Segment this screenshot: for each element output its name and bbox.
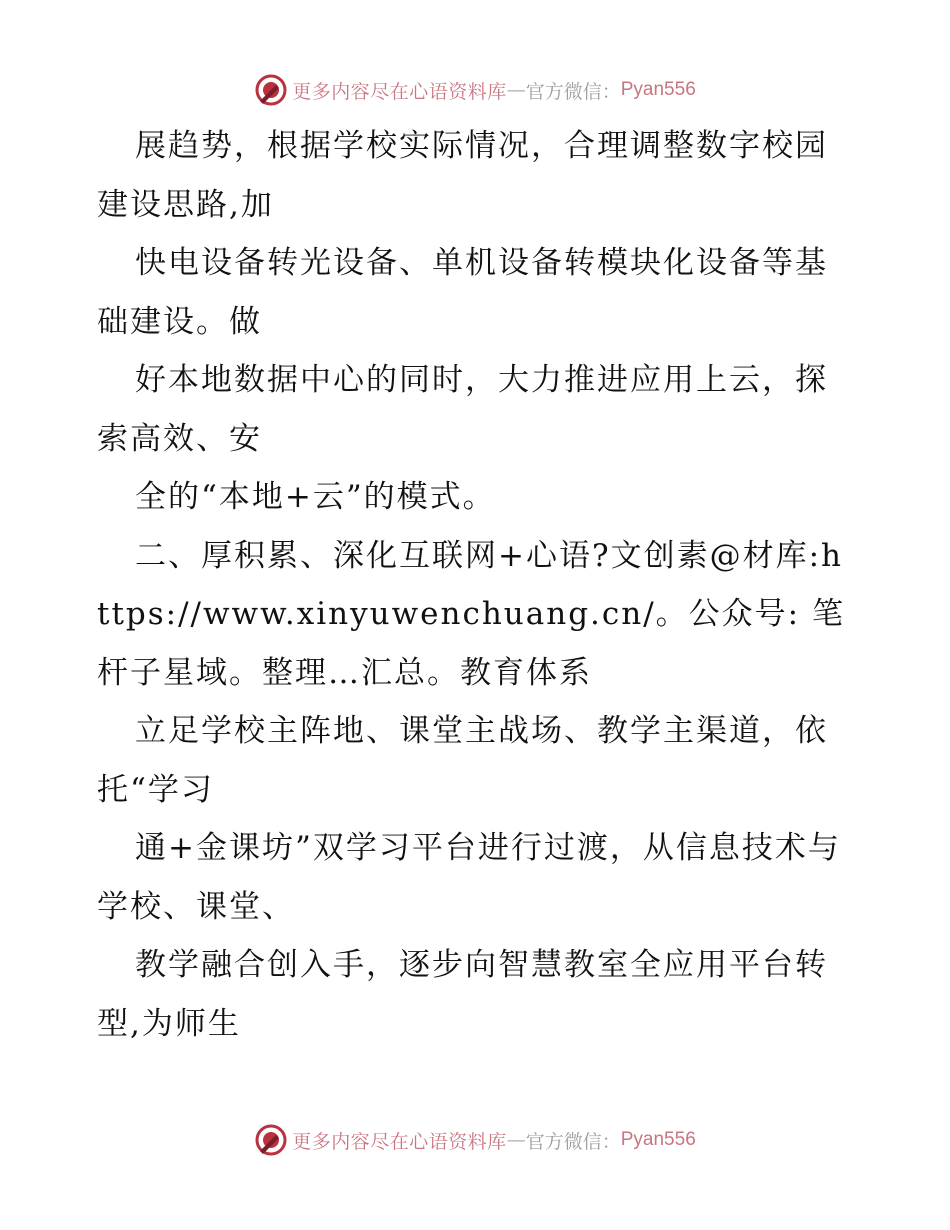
red-circle-pen-logo-icon [254,1123,288,1157]
paragraph: 通+金课坊”双学习平台进行过渡，从信息技术与学校、课堂、 [97,830,841,925]
paragraph: 二、厚积累、深化互联网+心语?文创素@材库:https://www.xinyuwenchuang.cn/。公众号: 笔杆子星域。整理…汇总。教育体系 [97,537,845,691]
watermark-dash: — [506,1129,526,1151]
page-footer-watermark [0,1120,950,1160]
watermark-label: 官方微信： [525,80,621,103]
paragraph: 快电设备转光设备、单机设备转模块化设备等基础建设。做 [97,245,828,340]
watermark-label: 官方微信： [525,1130,621,1153]
watermark-site-text: 更多内容尽在心语资料库 [292,80,507,103]
red-circle-pen-logo-icon [254,73,288,107]
watermark-wechat-id: Pyan556 [620,1129,696,1150]
watermark-dash: — [506,79,526,101]
page-header-watermark [0,70,950,110]
paragraph: 立足学校主阵地、课堂主战场、教学主渠道，依托“学习 [97,713,828,808]
document-body [97,117,857,1053]
paragraph: 教学融合创入手，逐步向智慧教室全应用平台转型,为师生 [97,947,828,1042]
watermark-site-text: 更多内容尽在心语资料库 [292,1130,507,1153]
paragraph: 全的“本地+云”的模式。 [135,479,496,515]
watermark-wechat-id: Pyan556 [620,79,696,100]
paragraph: 好本地数据中心的同时，大力推进应用上云，探索高效、安 [97,362,828,457]
paragraph: 展趋势，根据学校实际情况，合理调整数字校园建设思路,加 [97,128,828,223]
